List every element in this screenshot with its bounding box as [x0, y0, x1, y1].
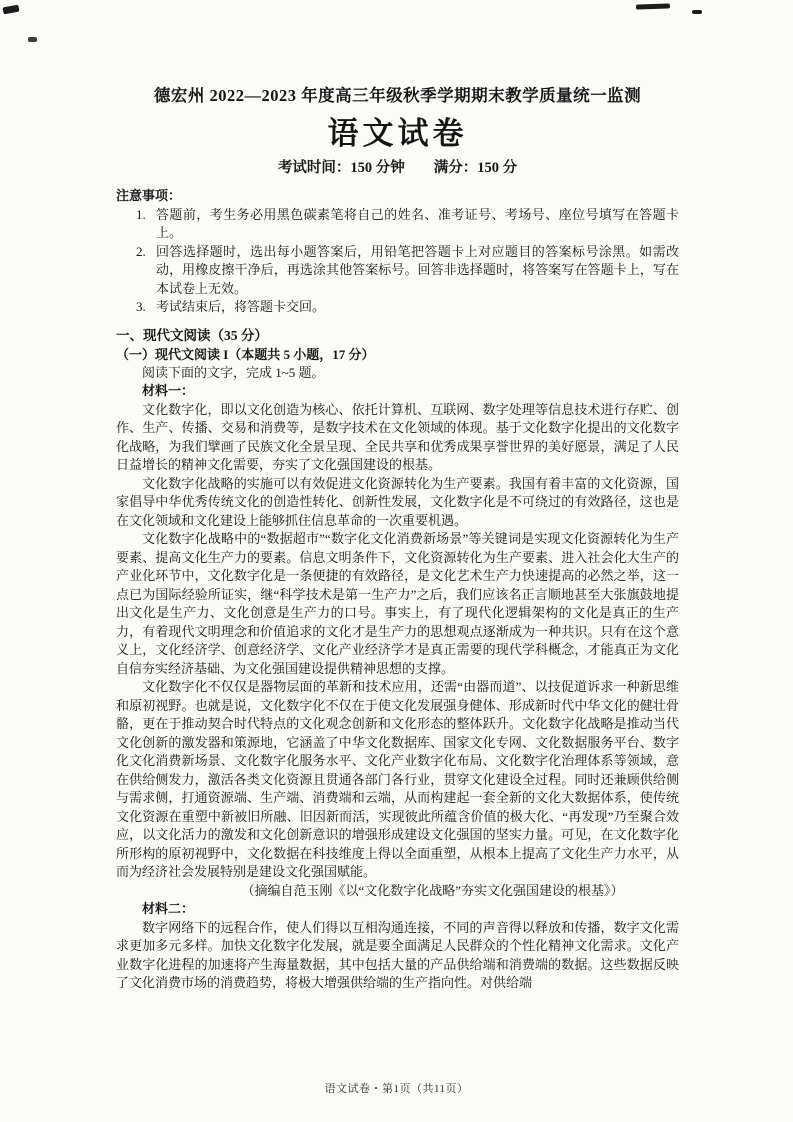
notice-item-number: 3. [136, 299, 146, 314]
notice-item-text: 答题前，考生务必用黑色碳素笔将自己的姓名、准考证号、考场号、座位号填写在答题卡上。 [156, 206, 679, 240]
material1-paragraph-2: 文化数字化战略的实施可以有效促进文化资源转化为生产要素。我国有着丰富的文化资源，国家倡导中华优秀传统文化的创造性转化、创新性发展，文化数字化是不可绕过的有效路径，这也是在文化领域和文化建设上能够抓住信息革命的一次重要机遇。 [116, 475, 679, 528]
section-heading: 一、现代文阅读（35 分） [116, 327, 268, 343]
reading-instruction: 阅读下面的文字，完成 1~5 题。 [142, 364, 325, 380]
notice-item-number: 2. [136, 243, 146, 259]
notice-item-3 [136, 298, 679, 317]
notice-item-number: 1. [136, 206, 146, 222]
material2-paragraph-1: 数字网络下的远程合作，使人们得以互相沟通连接，不同的声音得以释放和传播，数字文化需求更加多元多样。加快文化数字化发展，就是要全面满足人民群众的个性化精神文化需求。文化产业数字化进程的加速将产生海量数据，其中包括大量的产品供给端和消费端的数据。这些数据反映了文化消费市场的消费趋势，将极大增强供给端的生产指向性。对供给端 [116, 919, 679, 990]
part-heading: （一）现代文阅读 I（本题共 5 小题，17 分） [116, 346, 375, 362]
material1-label: 材料一： [142, 383, 195, 398]
notice-label: 注意事项： [116, 188, 182, 203]
material1-paragraph-3: 文化数字化战略中的“数据超市”“数字化文化消费新场景”等关键词是实现文化资源转化为生产要素、提高文化生产力的要素。信息文明条件下，文化资源转化为生产要素、进入社会化大生产的产业化环节中，文化数字化是一条便捷的有效路径，是文化艺术生产力快速提高的必然之举，这一点已为国际经验所证实，继“科学技术是第一生产力”之后，我们应该名正言顺地甚至大张旗鼓地提出文化是生产力、文化创意是生产力的口号。事实上，有了现代化逻辑架构的文化是真正的生产力，有着现代文明理念和价值追求的文化才是生产力的思想观点逐渐成为一种共识。只有在这个意义上，文化经济学、创意经济学、文化产业经济学才是真正需要的现代学科概念，才能真正为文化自信夯实经济基础、为文化强国建设提供精神思想的支撑。 [116, 531, 679, 676]
page-footer: 语文试卷・第1页（共11页） [324, 1083, 469, 1095]
notice-section [116, 187, 679, 317]
material1-attribution: （摘编自范玉刚《以“文化数字化战略”夯实文化强国建设的根基》） [241, 882, 624, 898]
notice-item-2 [136, 243, 679, 299]
modern-reading-section [116, 326, 679, 993]
exam-info: 考试时间：150 分钟 满分：150 分 [277, 160, 518, 176]
notice-item-text: 回答选择题时，选出每小题答案后，用铅笔把答题卡上对应题目的答案标号涂黑。如需改动，用橡皮擦干净后，再选涂其他答案标号。回答非选择题时，将答案写在答题卡上，写在本试卷上无效。 [156, 243, 679, 296]
notice-list [136, 206, 679, 317]
scan-artifact [692, 10, 702, 14]
notice-item-text: 考试结束后，将答题卡交回。 [156, 299, 326, 314]
material1-paragraph-1: 文化数字化，即以文化创造为核心、依托计算机、互联网、数字处理等信息技术进行存贮、创作、生产、传播、交易和消费等，是数字技术在文化领域的体现。基于文化数字化提出的文化数字化战略，为我们擘画了民族文化全景呈现、全民共享和优秀成果享誉世界的美好愿景，满足了人民日益增长的精神文化需要，夯实了文化强国建设的根基。 [116, 401, 679, 472]
material1-paragraph-4: 文化数字化不仅仅是器物层面的革新和技术应用，还需“由器而道”、以技促道诉求一种新思维和原初视野。也就是说，文化数字化不仅在于使文化发展强身健体、形成新时代中华文化的健壮骨骼，更在于推动契合时代特点的文化观念创新和文化形态的整体跃升。文化数字化战略是推动当代文化创新的激发器和策源地，它涵盖了中华文化数据库、国家文化专网、文化数据服务平台、数字化文化消费新场景、文化数字化服务水平、文化产业数字化布局、文化数字化治理体系等领域，意在供给侧发力，激活各类文化资源且贯通各部门各行业，贯穿文化建设全过程。同时还兼顾供给侧与需求侧，打通资源端、生产端、消费端和云端，从而构建起一套全新的文化大数据体系，使传统文化资源在重塑中新被旧所融、旧因新而活，实现彼此所蕴含价值的极大化、“再发现”乃至聚合效应，以文化活力的激发和文化创新意识的增强形成建设文化强国的坚实力量。可见，在文化数字化所形构的原初视野中，文化数据在科技维度上得以全面重塑，从根本上提高了文化生产力水平，从而为经济社会发展特别是建设文化强国赋能。 [116, 679, 679, 879]
exam-title: 德宏州 2022—2023 年度高三年级秋季学期期末教学质量统一监测 [153, 86, 642, 105]
paper-title: 语文试卷 [327, 116, 468, 151]
scan-artifact [28, 37, 37, 42]
material2-label: 材料二： [142, 901, 195, 916]
notice-item-1 [136, 206, 679, 243]
